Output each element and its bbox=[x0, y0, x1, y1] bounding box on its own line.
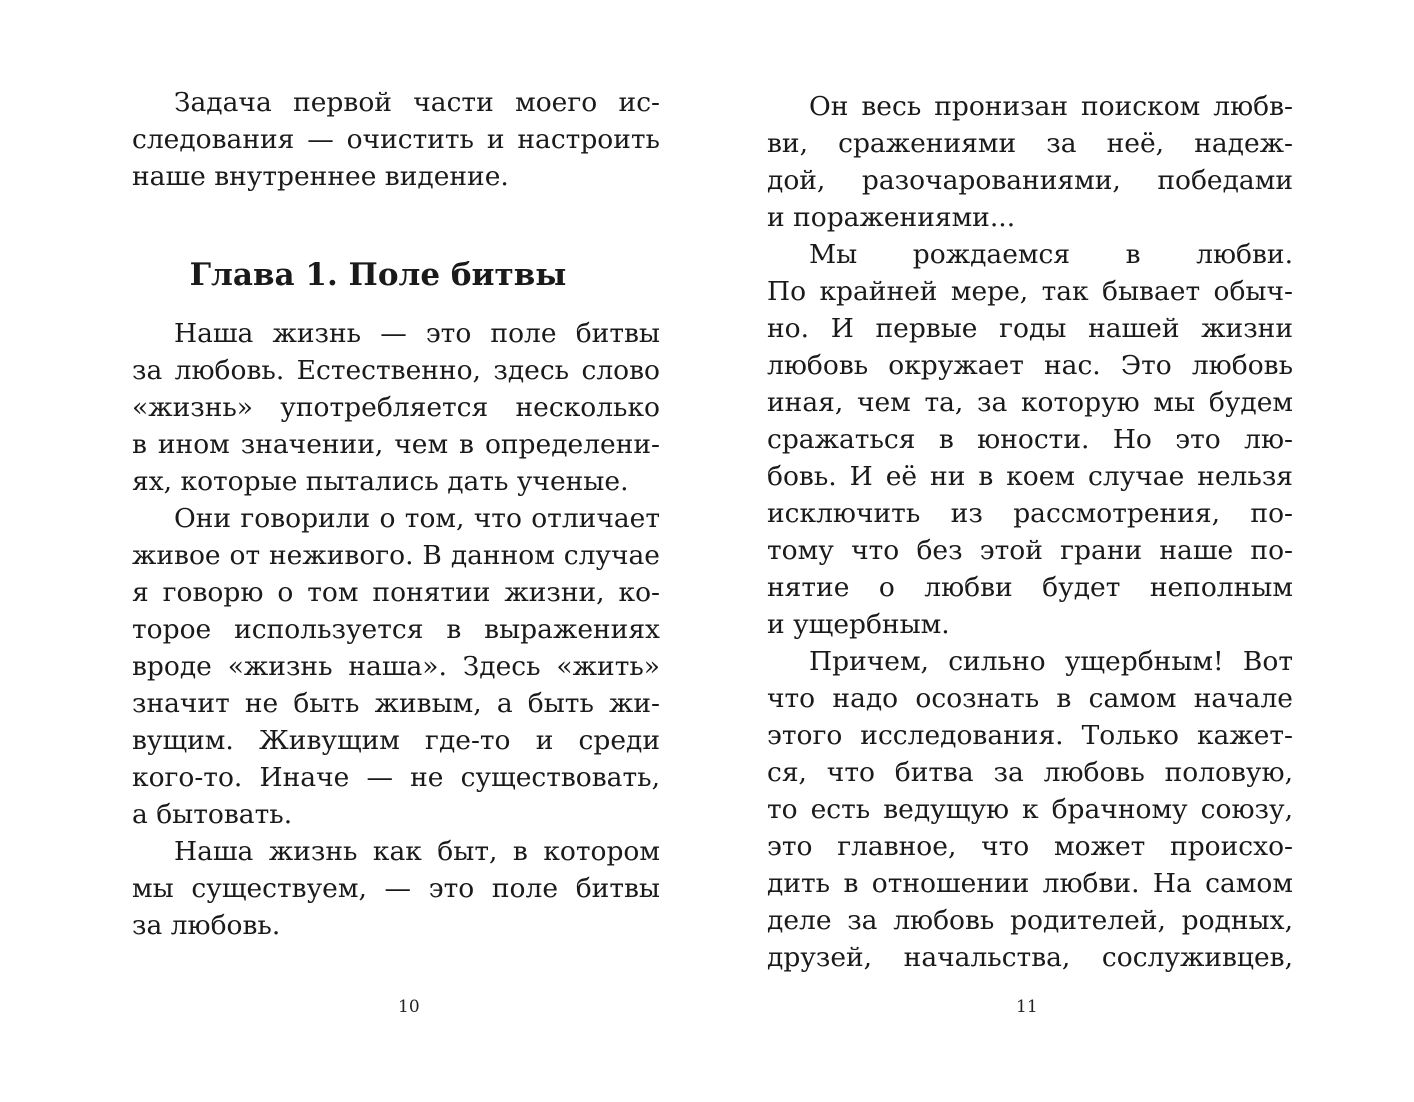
text-line: а бытовать. bbox=[132, 799, 293, 830]
text-line: вущим. Живущим где-то и среди bbox=[132, 725, 660, 756]
paragraph bbox=[767, 236, 1293, 643]
text-line: Задача первой части моего ис- bbox=[174, 87, 660, 118]
text-line: «жизнь» употребляется несколько bbox=[132, 392, 660, 423]
text-line: дой, разочарованиями, победами bbox=[767, 165, 1293, 196]
text-line: торое используется в выражениях bbox=[132, 614, 660, 645]
page-number: 11 bbox=[1016, 997, 1038, 1017]
text-line: в ином значении, чем в определени- bbox=[132, 429, 660, 460]
text-line: вроде «жизнь наша». Здесь «жить» bbox=[132, 651, 660, 682]
text-line: любовь окружает нас. Это любовь bbox=[767, 350, 1293, 381]
left-text-column bbox=[132, 84, 660, 944]
right-page bbox=[707, 0, 1414, 1102]
text-line: ви, сражениями за неё, надеж- bbox=[767, 128, 1293, 159]
text-line: Он весь пронизан поиском любв- bbox=[809, 91, 1293, 122]
text-line: и поражениями... bbox=[767, 202, 1016, 233]
text-line: ях, которые пытались дать ученые. bbox=[132, 466, 629, 497]
text-line: ся, что битва за любовь половую, bbox=[767, 757, 1293, 788]
text-line: дить в отношении любви. На самом bbox=[767, 868, 1293, 899]
text-line: сражаться в юности. Но это лю- bbox=[767, 424, 1293, 455]
page-number: 10 bbox=[398, 997, 420, 1017]
text-line: По крайней мере, так бывает обыч- bbox=[767, 276, 1293, 307]
text-line: наше внутреннее видение. bbox=[132, 161, 509, 192]
text-line: деле за любовь родителей, родных, bbox=[767, 905, 1293, 936]
text-line: и ущербным. bbox=[767, 609, 950, 640]
text-line: за любовь. Естественно, здесь слово bbox=[132, 355, 660, 386]
text-line: но. И первые годы нашей жизни bbox=[767, 313, 1293, 344]
paragraph bbox=[132, 833, 660, 944]
text-line: Наша жизнь как быт, в котором bbox=[174, 836, 660, 867]
text-line: мы существуем, — это поле битвы bbox=[132, 873, 660, 904]
text-line: значит не быть живым, а быть жи- bbox=[132, 688, 660, 719]
text-line: что надо осознать в самом начале bbox=[767, 683, 1293, 714]
text-line: это главное, что может происхо- bbox=[767, 831, 1293, 862]
text-line: за любовь. bbox=[132, 910, 281, 941]
text-line: Мы рождаемся в любви. bbox=[809, 239, 1293, 270]
paragraph bbox=[132, 315, 660, 500]
right-text-column bbox=[767, 88, 1293, 976]
text-line: иная, чем та, за которую мы будем bbox=[767, 387, 1293, 418]
text-line: я говорю о том понятии жизни, ко- bbox=[132, 577, 660, 608]
text-line: следования — очистить и настроить bbox=[132, 124, 660, 155]
intro-paragraph bbox=[132, 84, 660, 195]
paragraph bbox=[767, 643, 1293, 976]
text-line: Наша жизнь — это поле битвы bbox=[174, 318, 660, 349]
chapter-heading: Глава 1. Поле битвы bbox=[189, 257, 567, 293]
text-line: друзей, начальства, сослуживцев, bbox=[767, 942, 1293, 973]
text-line: живое от неживого. В данном случае bbox=[132, 540, 660, 571]
text-line: нятие о любви будет неполным bbox=[767, 572, 1293, 603]
text-line: Причем, сильно ущербным! Вот bbox=[809, 646, 1293, 677]
text-line: тому что без этой грани наше по- bbox=[767, 535, 1293, 566]
text-line: бовь. И её ни в коем случае нельзя bbox=[767, 461, 1293, 492]
text-line: кого-то. Иначе — не существовать, bbox=[132, 762, 660, 793]
text-line: Они говорили о том, что отличает bbox=[174, 503, 660, 534]
paragraph bbox=[767, 88, 1293, 236]
paragraph bbox=[132, 500, 660, 833]
text-line: то есть ведущую к брачному союзу, bbox=[767, 794, 1293, 825]
text-line: этого исследования. Только кажет- bbox=[767, 720, 1293, 751]
text-line: исключить из рассмотрения, по- bbox=[767, 498, 1293, 529]
